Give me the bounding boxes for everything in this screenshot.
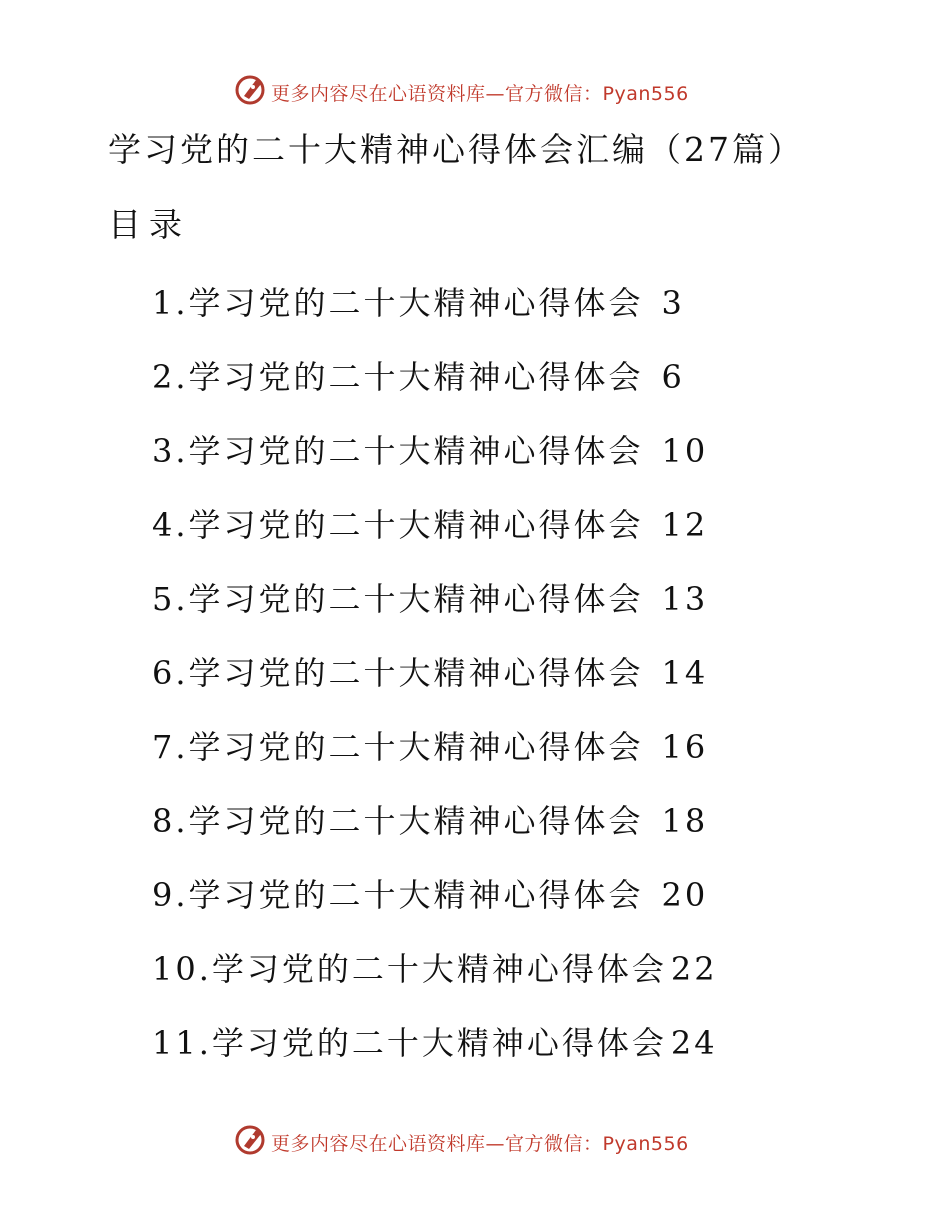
toc-item-title: 学习党的二十大精神心得体会 (188, 580, 644, 618)
toc-item-number: 3. (152, 432, 189, 470)
toc-item[interactable] (152, 1018, 718, 1062)
toc-item-title: 学习党的二十大精神心得体会 (188, 802, 644, 840)
toc-item-number: 7. (152, 728, 189, 766)
toc-item-page: 18 (661, 802, 709, 840)
toc-item-number: 9. (152, 876, 189, 914)
toc-item[interactable] (152, 648, 709, 692)
toc-item-page: 13 (661, 580, 709, 618)
toc-item-number: 1. (152, 284, 189, 322)
watermark-text: 更多内容尽在心语资料库—官方微信：Pyan556 (271, 83, 689, 105)
toc-item-page: 14 (661, 654, 709, 692)
toc-item[interactable] (152, 944, 718, 988)
toc-item-title: 学习党的二十大精神心得体会 (188, 432, 644, 470)
toc-item-title: 学习党的二十大精神心得体会 (211, 1024, 667, 1062)
toc-item[interactable] (152, 574, 709, 618)
toc-item-title: 学习党的二十大精神心得体会 (211, 950, 667, 988)
toc-item-page: 24 (670, 1024, 718, 1062)
toc-item[interactable] (152, 500, 709, 544)
toc-item-title: 学习党的二十大精神心得体会 (188, 728, 644, 766)
toc-heading: 目录 (108, 205, 190, 244)
toc-item-page: 10 (661, 432, 709, 470)
toc-item-page: 16 (661, 728, 709, 766)
toc-item-number: 10. (152, 950, 212, 988)
pen-nib-circle-icon (234, 72, 268, 106)
toc-item-page: 12 (661, 506, 709, 544)
toc-item-title: 学习党的二十大精神心得体会 (188, 876, 644, 914)
watermark-banner-top (0, 70, 950, 110)
toc-item-number: 11. (152, 1024, 212, 1062)
toc-item[interactable] (152, 278, 685, 322)
toc-item-number: 8. (152, 802, 189, 840)
toc-item[interactable] (152, 796, 709, 840)
toc-item-number: 2. (152, 358, 189, 396)
toc-item-page: 3 (661, 284, 685, 322)
pen-nib-circle-icon (234, 1122, 268, 1156)
watermark-text: 更多内容尽在心语资料库—官方微信：Pyan556 (271, 1133, 689, 1155)
document-title: 学习党的二十大精神心得体会汇编（27篇） (108, 130, 804, 169)
toc-item[interactable] (152, 722, 709, 766)
toc-item-number: 6. (152, 654, 189, 692)
toc-item-page: 22 (670, 950, 718, 988)
toc-item-page: 20 (661, 876, 709, 914)
toc-item[interactable] (152, 870, 709, 914)
toc-item[interactable] (152, 426, 709, 470)
toc-item-title: 学习党的二十大精神心得体会 (188, 284, 644, 322)
toc-item-number: 4. (152, 506, 189, 544)
toc-item-number: 5. (152, 580, 189, 618)
toc-item-title: 学习党的二十大精神心得体会 (188, 358, 644, 396)
watermark-banner-bottom (0, 1120, 950, 1160)
toc-item-page: 6 (661, 358, 685, 396)
toc-item[interactable] (152, 352, 685, 396)
toc-item-title: 学习党的二十大精神心得体会 (188, 506, 644, 544)
toc-item-title: 学习党的二十大精神心得体会 (188, 654, 644, 692)
